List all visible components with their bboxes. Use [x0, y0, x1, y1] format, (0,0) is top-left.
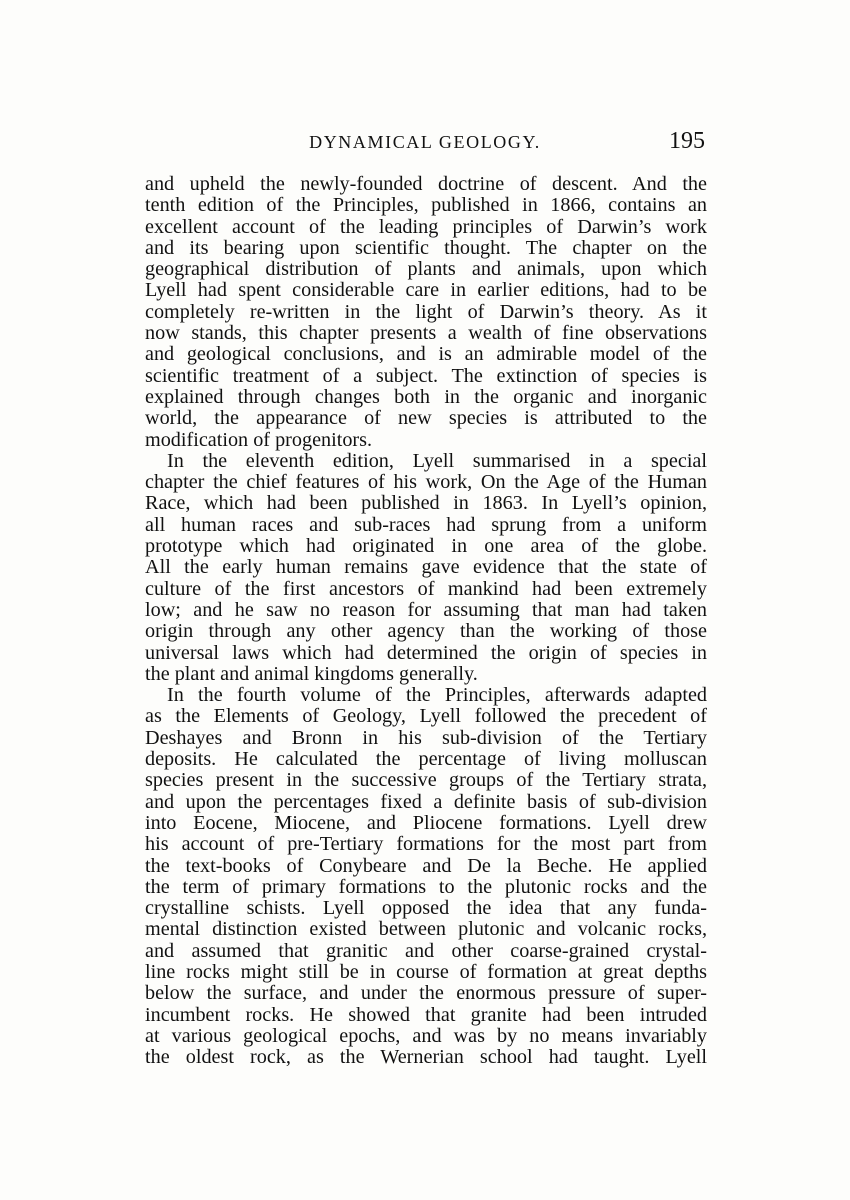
- text-line: origin through any other agency than the working of those: [145, 620, 707, 643]
- text-line: chapter the chief features of his work, On the Age of the Human: [145, 471, 707, 494]
- text-line: and upheld the newly-founded doctrine of descent. And the: [145, 173, 707, 195]
- text-line: excellent account of the leading principles of Darwin’s work: [145, 215, 707, 238]
- text-line: world, the appearance of new species is attributed to the: [145, 407, 707, 430]
- text-line: crystalline schists. Lyell opposed the idea that any funda-: [145, 897, 707, 920]
- text-line: low; and he saw no reason for assuming that man had taken: [145, 598, 707, 621]
- text-line: line rocks might still be in course of formation at great depths: [145, 960, 707, 983]
- text-line: deposits. He calculated the percentage of living molluscan: [145, 748, 707, 771]
- page-number: 195: [669, 128, 705, 154]
- text-line: species present in the successive groups of the Tertiary strata,: [145, 769, 707, 792]
- text-line: scientific treatment of a subject. The extinction of species is: [145, 364, 707, 387]
- text-line: incumbent rocks. He showed that granite had been intruded: [145, 1003, 707, 1026]
- text-line: into Eocene, Miocene, and Pliocene formations. Lyell drew: [145, 811, 707, 834]
- text-line: tenth edition of the Principles, published in 1866, contains an: [145, 194, 707, 217]
- text-line: All the early human remains gave evidence that the state of: [145, 556, 707, 579]
- text-line: mental distinction existed between plutonic and volcanic rocks,: [145, 918, 707, 941]
- running-head: [145, 128, 705, 158]
- text-line: the oldest rock, as the Wernerian school had taught. Lyell: [145, 1046, 707, 1069]
- body-text: [145, 174, 707, 1068]
- text-line: the term of primary formations to the plutonic rocks and the: [145, 875, 707, 898]
- text-line: the plant and animal kingdoms generally.: [145, 662, 478, 685]
- text-line: and its bearing upon scientific thought. The chapter on the: [145, 236, 707, 259]
- text-line: all human races and sub-races had sprung from a uniform: [145, 513, 707, 536]
- text-line: now stands, this chapter presents a wealth of fine observations: [145, 322, 707, 345]
- text-line: Race, which had been published in 1863. In Lyell’s opinion,: [145, 492, 707, 515]
- text-line: and geological conclusions, and is an admirable model of the: [145, 343, 707, 366]
- text-line: as the Elements of Geology, Lyell followed the precedent of: [145, 705, 707, 728]
- text-line: completely re-written in the light of Darwin’s theory. As it: [145, 300, 707, 323]
- text-line: the text-books of Conybeare and De la Beche. He applied: [145, 854, 707, 877]
- running-title: DYNAMICAL GEOLOGY.: [309, 132, 541, 152]
- text-line: Lyell had spent considerable care in earlier editions, had to be: [145, 279, 707, 302]
- text-line: universal laws which had determined the origin of species in: [145, 641, 707, 664]
- text-line: In the eleventh edition, Lyell summarised in a special: [167, 449, 707, 472]
- text-line: and assumed that granitic and other coarse-grained crystal-: [145, 939, 707, 962]
- text-line: explained through changes both in the organic and inorganic: [145, 385, 707, 408]
- text-line: below the surface, and under the enormous pressure of super-: [145, 982, 707, 1005]
- text-line: culture of the first ancestors of mankind had been extremely: [145, 577, 707, 600]
- text-line: modification of progenitors.: [145, 428, 373, 451]
- text-line: Deshayes and Bronn in his sub-division of the Tertiary: [145, 726, 707, 749]
- text-line: geographical distribution of plants and animals, upon which: [145, 258, 707, 281]
- text-line: at various geological epochs, and was by no means invariably: [145, 1024, 707, 1047]
- text-line: his account of pre-Tertiary formations for the most part from: [145, 833, 707, 856]
- text-line: and upon the percentages fixed a definite basis of sub-division: [145, 790, 707, 813]
- text-line: prototype which had originated in one area of the globe.: [145, 535, 707, 558]
- text-line: In the fourth volume of the Principles, afterwards adapted: [167, 684, 707, 707]
